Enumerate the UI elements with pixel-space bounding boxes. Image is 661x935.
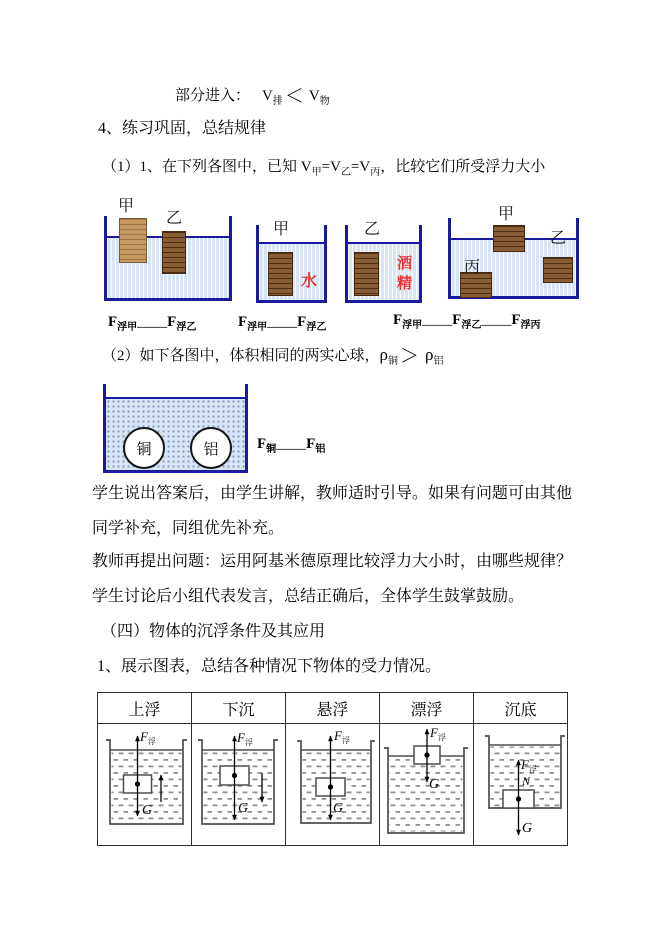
svg-text:F浮: F浮: [237, 730, 253, 747]
label-jia: 甲: [118, 198, 135, 215]
table-header-suspend: 悬浮: [286, 693, 380, 724]
answer-blank-4: $F_铜\_\_\_\_F_铝$: [257, 436, 326, 455]
block-jia: [119, 218, 147, 263]
svg-text:F浮: F浮: [521, 757, 537, 774]
paragraph-2: 同学补充，同组优先补充。: [92, 520, 285, 537]
v-object: V: [308, 88, 320, 104]
label-jia: 甲: [498, 206, 515, 223]
heading-practice: 4、练习巩固，总结规律: [98, 120, 267, 137]
figure-jar-water: [256, 216, 327, 303]
svg-text:G: G: [238, 801, 249, 816]
table-header-sink: 下沉: [192, 693, 286, 724]
question-2: （2）如下各图中，体积相同的两实心球，$\rho_铜 > \rho_铝$: [102, 345, 444, 367]
figure-three-blocks: [448, 204, 579, 299]
label-liquid-water: 水: [301, 273, 318, 290]
label-liquid-alcohol-1: 酒: [397, 256, 413, 272]
diagram-rest-on-bottom: [474, 724, 567, 844]
figure-copper-aluminum: [103, 384, 248, 473]
label-yi: 乙: [166, 210, 183, 227]
figure-jar-alcohol: [345, 216, 422, 303]
block-yi: [162, 231, 186, 274]
less-than-sign: ＜: [284, 86, 304, 107]
figure-two-blocks-in-water: [104, 195, 235, 305]
diagram-suspend: [286, 724, 379, 844]
heading-section-four: （四）物体的沉浮条件及其应用: [101, 623, 326, 640]
svg-text:F浮: F浮: [430, 725, 446, 742]
v-displaced: V: [262, 88, 273, 104]
svg-text:G: G: [522, 821, 533, 836]
greater-than-sign: ＞: [400, 346, 420, 367]
answer-blank-1: $F_{浮甲}\_\_\_\_F_{浮乙}$: [108, 314, 197, 333]
diagram-float: [380, 724, 473, 844]
paragraph-1: 学生说出答案后，由学生讲解，教师适时引导。如果有问题可由其他: [92, 485, 573, 502]
label-liquid-alcohol-2: 精: [397, 276, 413, 292]
block-jia: [493, 225, 525, 252]
block: [354, 252, 379, 296]
label-yi: 乙: [550, 230, 567, 247]
block: [268, 252, 293, 296]
step-1: 1、展示图表，总结各种情况下物体的受力情况。: [97, 658, 442, 675]
partial-entry-label: 部分进入：: [175, 88, 251, 104]
paragraph-3: 教师再提出问题：运用阿基米德原理比较浮力大小时，由哪些规律？: [92, 553, 573, 570]
paragraph-4: 学生讨论后小组代表发言，总结正确后，全体学生鼓掌鼓励。: [92, 588, 525, 605]
svg-text:G: G: [429, 777, 440, 792]
svg-text:F浮: F浮: [334, 728, 350, 745]
ball-aluminum: 铝: [190, 427, 232, 469]
table-diagram-row: [98, 724, 568, 846]
block-yi: [543, 257, 573, 283]
svg-text:G: G: [333, 801, 344, 816]
label-bing: 丙: [464, 259, 481, 276]
table-header-float-up: 上浮: [98, 693, 192, 724]
partial-entry-line: 部分进入： $V_排 < V_物$: [175, 86, 330, 107]
diagram-sink: [192, 724, 285, 844]
label-yi: 乙: [364, 221, 381, 238]
sink-float-table: [97, 692, 568, 846]
table-header-rest-on-bottom: 沉底: [474, 693, 568, 724]
ball-copper: 铜: [123, 427, 165, 469]
svg-text:F浮: F浮: [140, 729, 156, 746]
svg-text:G: G: [142, 803, 153, 818]
table-header-float: 漂浮: [380, 693, 474, 724]
table-header-row: [98, 693, 568, 724]
diagram-float-up: [98, 724, 191, 844]
label-jia: 甲: [273, 221, 290, 238]
question-1: （1）1、在下列各图中，已知 $V_甲=V_乙=V_丙$，比较它们所受浮力大小: [102, 159, 546, 178]
svg-text:N: N: [522, 774, 531, 788]
answer-blank-3: $F_{浮甲}\_\_\_\_F_{浮乙}\_\_\_\_F_{浮丙}$: [393, 312, 541, 331]
answer-blank-2: $F_{浮甲}\_\_\_\_F_{浮乙}$: [238, 314, 327, 333]
